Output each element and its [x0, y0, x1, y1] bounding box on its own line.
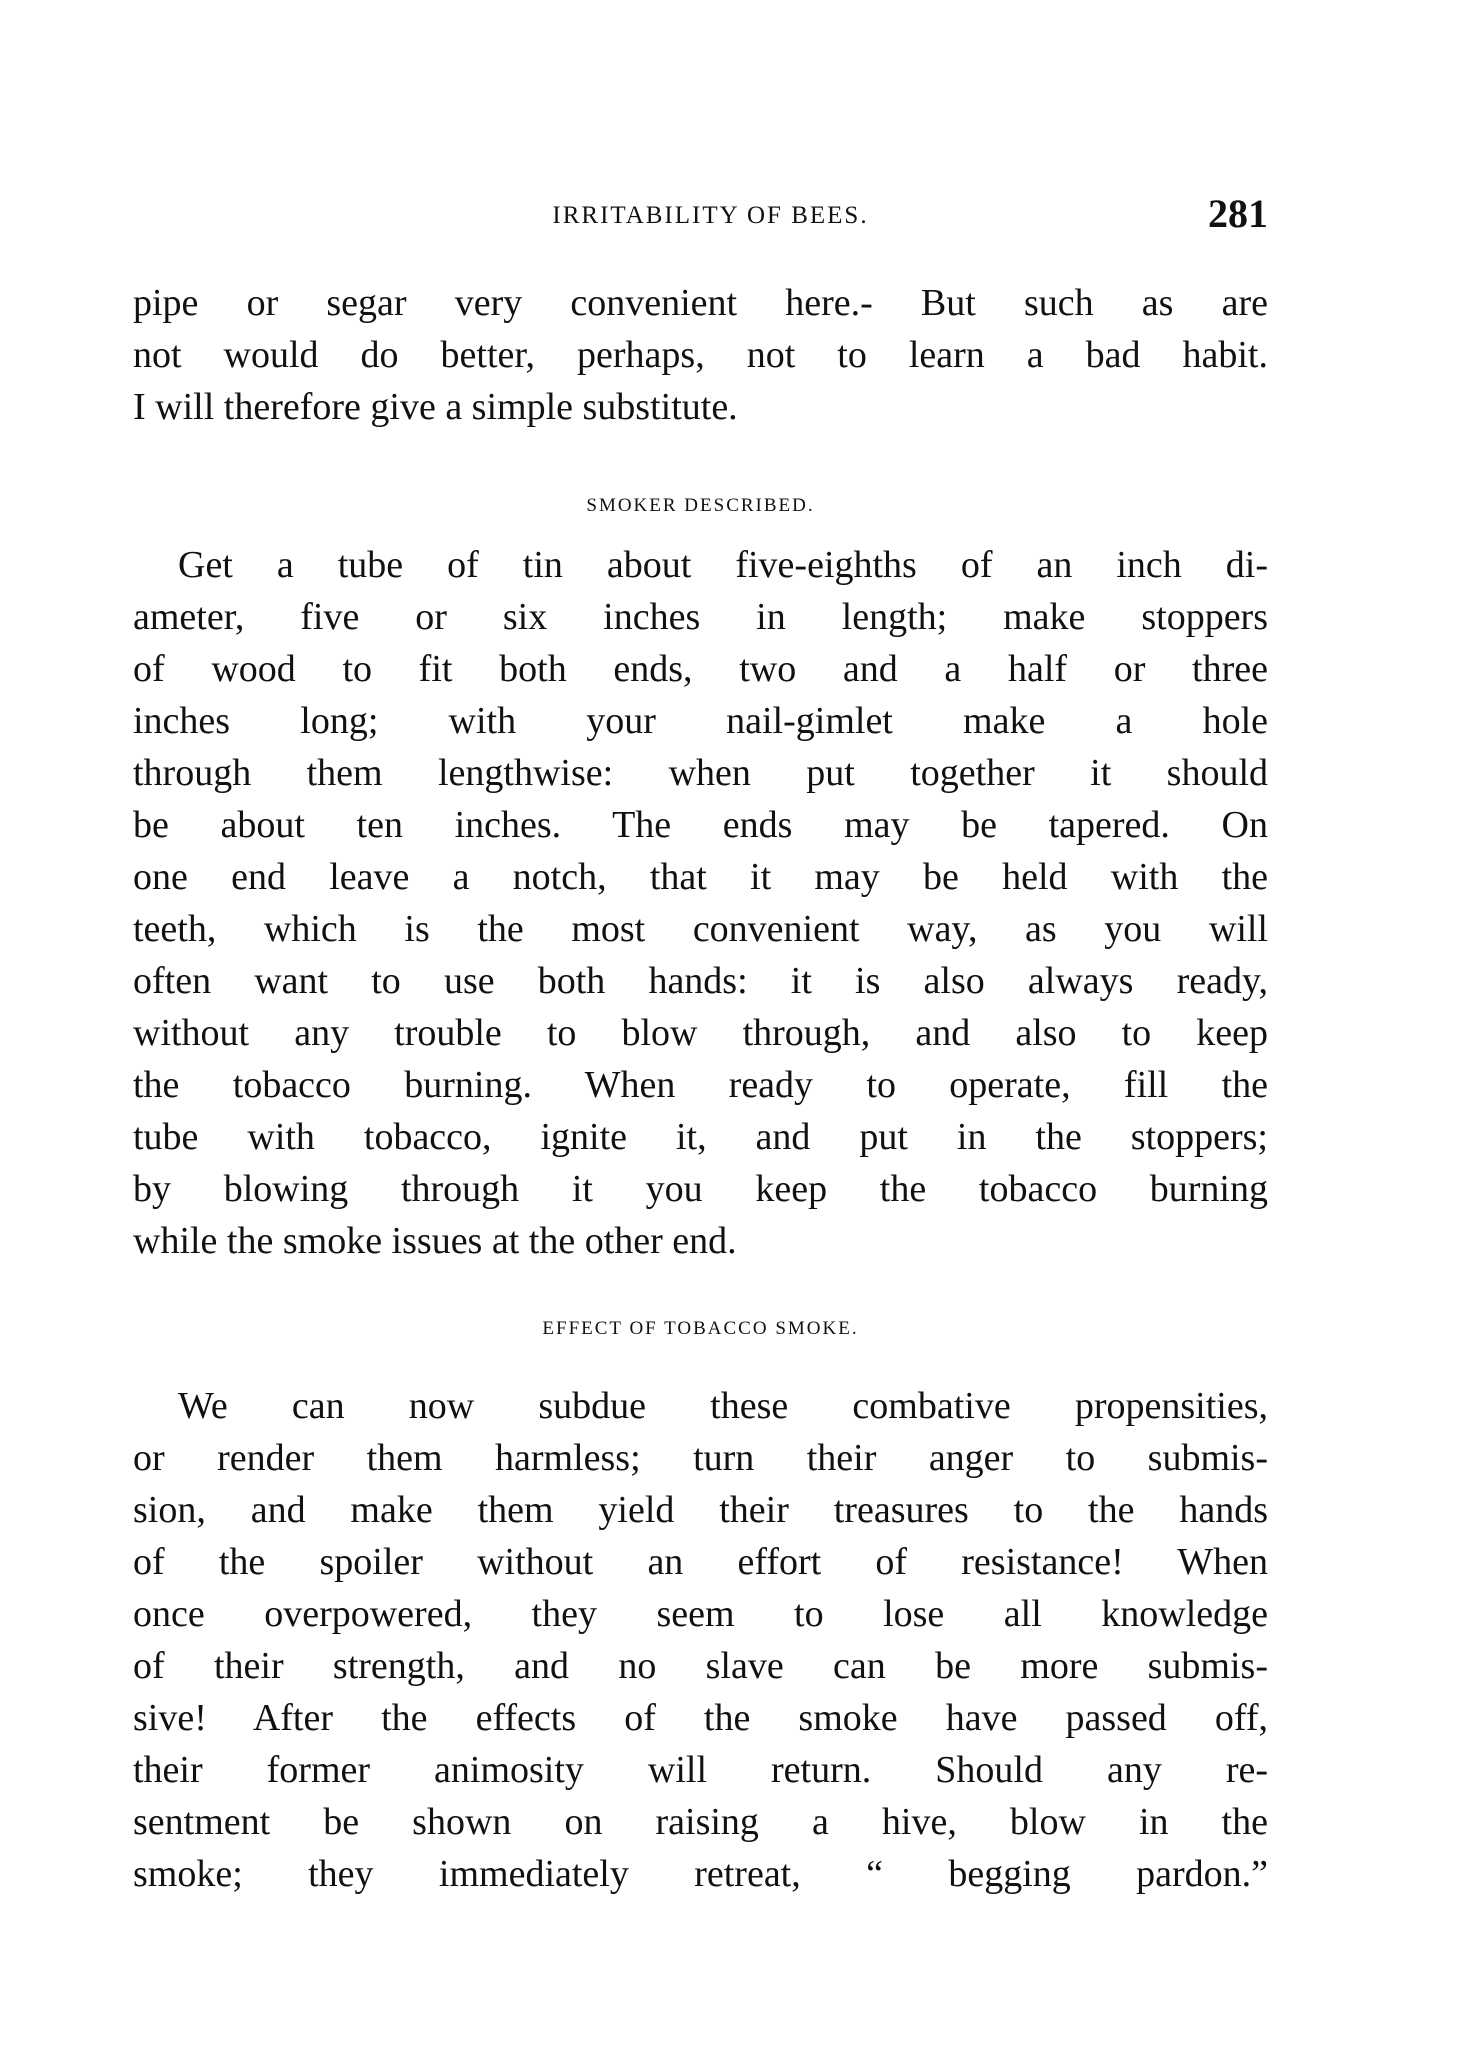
text-line: the tobacco burning. When ready to operate, fill the [133, 1064, 1268, 1106]
text-line: Get a tube of tin about five-eighths of an inch di- [178, 544, 1268, 586]
text-line: sive! After the effects of the smoke have passed off, [133, 1697, 1268, 1739]
text-line: without any trouble to blow through, and also to keep [133, 1012, 1268, 1054]
text-line: tube with tobacco, ignite it, and put in the stoppers; [133, 1116, 1268, 1158]
page-number: 281 [1208, 191, 1268, 236]
text-line: pipe or segar very convenient here.- But such as are [133, 282, 1268, 324]
text-line: of their strength, and no slave can be more submis- [133, 1645, 1268, 1687]
text-line: or render them harmless; turn their anger to submis- [133, 1437, 1268, 1479]
text-line: once overpowered, they seem to lose all knowledge [133, 1593, 1268, 1635]
running-title: IRRITABILITY OF BEES. [552, 202, 869, 229]
text-line: teeth, which is the most convenient way, as you will [133, 908, 1268, 950]
text-line: We can now subdue these combative propensities, [178, 1385, 1268, 1427]
text-line: smoke; they immediately retreat, “ begging pardon.” [133, 1853, 1268, 1895]
text-line: of wood to fit both ends, two and a half or three [133, 648, 1268, 690]
text-line: I will therefore give a simple substitute. [133, 386, 738, 428]
text-line: ameter, five or six inches in length; make stoppers [133, 596, 1268, 638]
text-line: their former animosity will return. Should any re- [133, 1749, 1268, 1791]
text-line: sion, and make them yield their treasures to the hands [133, 1489, 1268, 1531]
text-line: sentment be shown on raising a hive, blow in the [133, 1801, 1268, 1843]
page-header [133, 190, 1268, 240]
section-heading-effect-of-tobacco-smoke: EFFECT OF TOBACCO SMOKE. [542, 1318, 859, 1339]
text-line: one end leave a notch, that it may be held with the [133, 856, 1268, 898]
text-line: be about ten inches. The ends may be tapered. On [133, 804, 1268, 846]
text-line: of the spoiler without an effort of resistance! When [133, 1541, 1268, 1583]
text-line: inches long; with your nail-gimlet make a hole [133, 700, 1268, 742]
text-line: through them lengthwise: when put together it should [133, 752, 1268, 794]
text-line: while the smoke issues at the other end. [133, 1220, 737, 1262]
section-heading-smoker-described: SMOKER DESCRIBED. [586, 495, 815, 516]
text-line: by blowing through it you keep the tobacco burning [133, 1168, 1268, 1210]
text-line: often want to use both hands: it is also always ready, [133, 960, 1268, 1002]
text-line: not would do better, perhaps, not to learn a bad habit. [133, 334, 1268, 376]
